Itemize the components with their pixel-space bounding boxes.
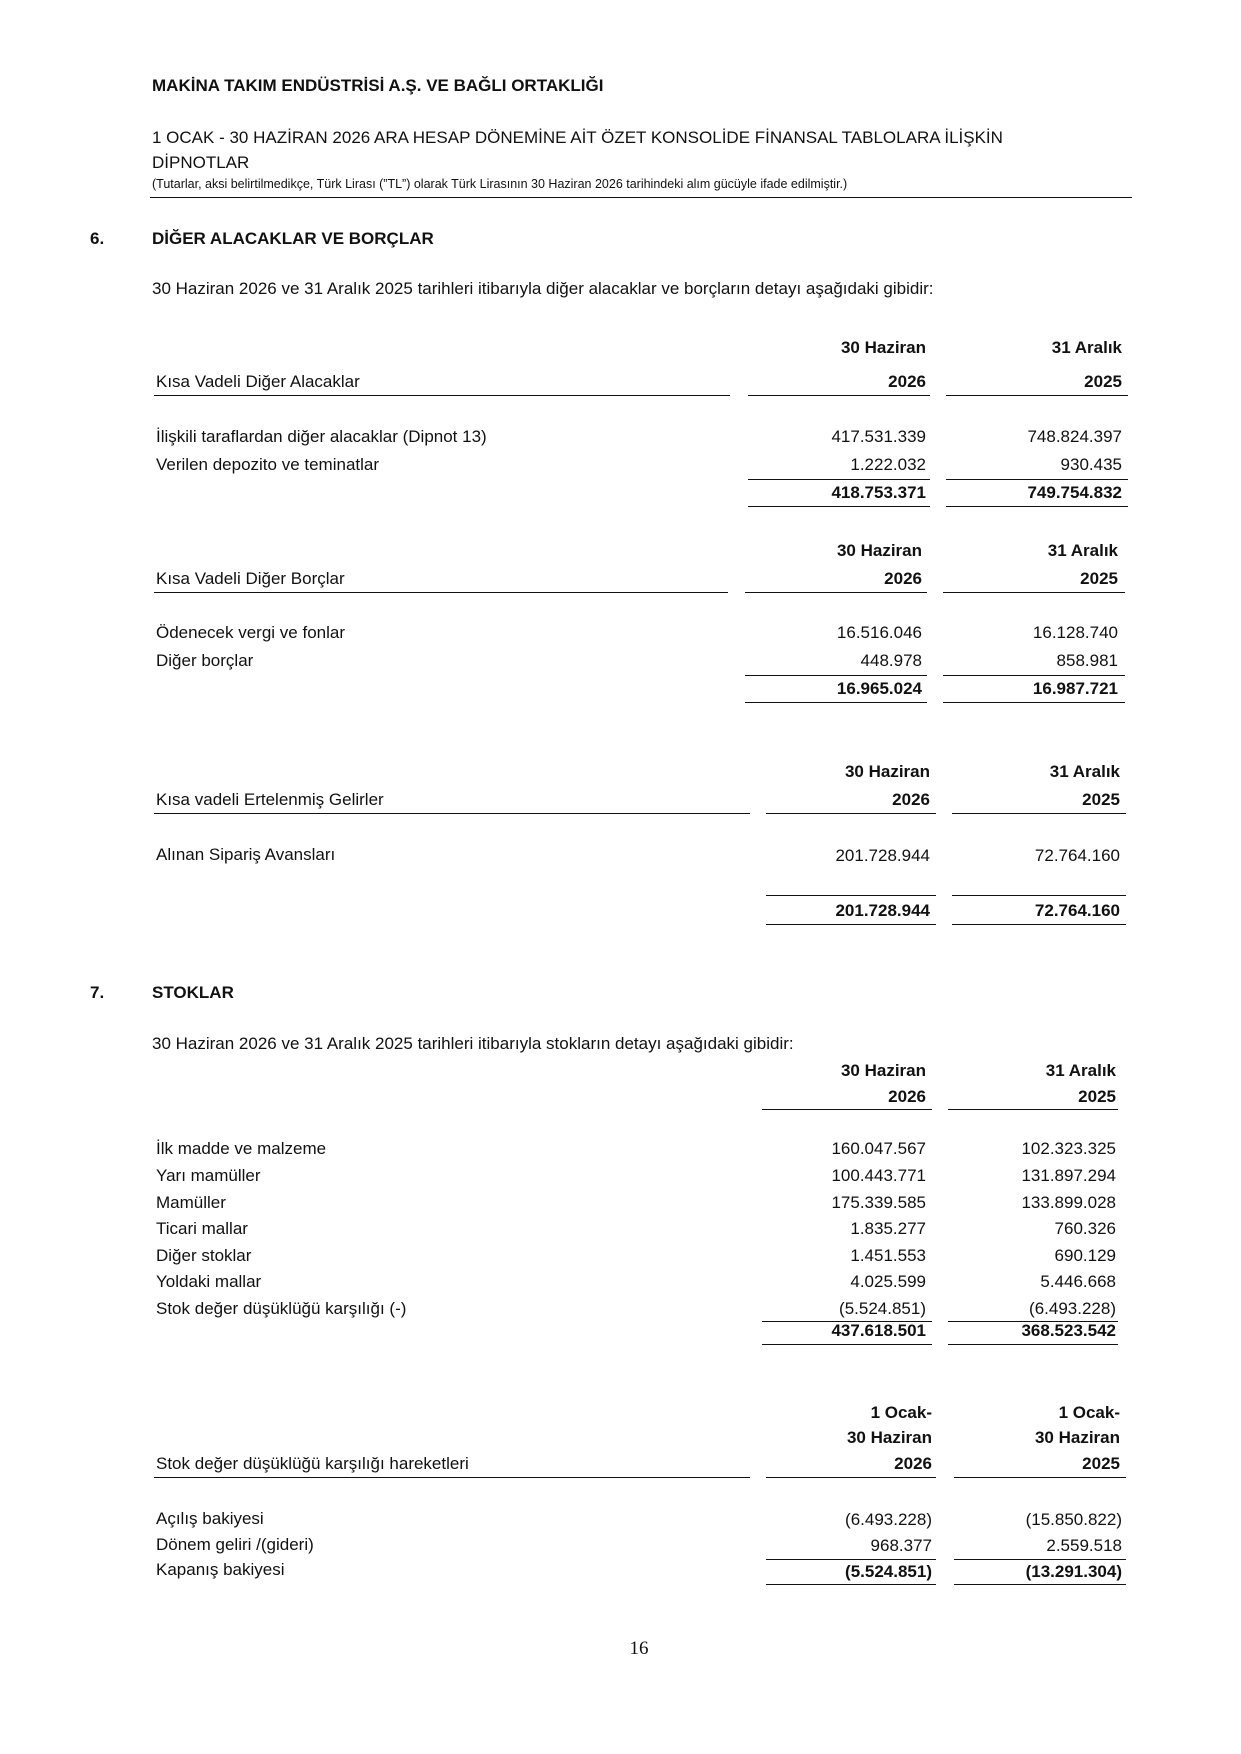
movements-col2-rule <box>954 1477 1126 1478</box>
payables-col1-rule <box>745 592 927 593</box>
payables-row-v2: 858.981 <box>1056 651 1118 670</box>
section6-intro: 30 Haziran 2026 ve 31 Aralık 2025 tarihleri itibarıyla diğer alacaklar ve borçların detayı aşağıdaki gibidir: <box>152 279 934 298</box>
movements-col2-head2: 30 Haziran <box>1034 1428 1120 1447</box>
movements-col1-rule <box>766 1477 936 1478</box>
section6-number: 6. <box>90 229 105 248</box>
receivables-sum-rule <box>748 479 930 480</box>
payables-col2-rule <box>943 592 1125 593</box>
receivables-row-v1: 1.222.032 <box>850 455 926 474</box>
header-rule <box>150 197 1132 198</box>
inventory-row-label: Ticari mallar <box>156 1219 248 1238</box>
movements-total-rule <box>954 1584 1126 1585</box>
inventory-row-label: Yoldaki mallar <box>156 1272 262 1291</box>
deferred-col1-head1: 30 Haziran <box>844 762 930 781</box>
payables-row-label: Diğer borçlar <box>156 651 254 670</box>
receivables-col1-head1: 30 Haziran <box>840 338 926 357</box>
movements-row-label: Dönem geliri /(gideri) <box>156 1535 314 1554</box>
payables-sum-rule <box>745 675 927 676</box>
inventory-row-v2: 760.326 <box>1054 1219 1116 1238</box>
receivables-col2-head1: 31 Aralık <box>1051 338 1122 357</box>
receivables-row-v1: 417.531.339 <box>831 427 926 446</box>
inventory-row-v2: 5.446.668 <box>1040 1272 1116 1291</box>
deferred-title-rule <box>154 813 750 814</box>
inventory-total-rule <box>762 1344 932 1345</box>
inventory-row-v2: 131.897.294 <box>1021 1166 1116 1185</box>
deferred-total-v2: 72.764.160 <box>1034 901 1120 920</box>
deferred-row-v2: 72.764.160 <box>1034 846 1120 865</box>
inventory-col1-head2: 2026 <box>888 1087 926 1106</box>
inventory-row-v2: 102.323.325 <box>1021 1139 1116 1158</box>
movements-title-rule <box>154 1477 750 1478</box>
movements-col1-head2: 30 Haziran <box>846 1428 932 1447</box>
inventory-total-rule <box>948 1344 1118 1345</box>
receivables-total-v1: 418.753.371 <box>831 483 926 502</box>
receivables-total-v2: 749.754.832 <box>1027 483 1122 502</box>
movements-col2-head3: 2025 <box>1082 1454 1120 1473</box>
deferred-title: Kısa vadeli Ertelenmiş Gelirler <box>156 790 384 809</box>
movements-col1-head1: 1 Ocak- <box>870 1403 932 1422</box>
deferred-total-rule <box>952 924 1126 925</box>
page-number: 16 <box>629 1638 649 1659</box>
receivables-total-rule <box>748 506 930 507</box>
movements-row-label: Kapanış bakiyesi <box>156 1560 285 1579</box>
inventory-row-v1: 175.339.585 <box>831 1193 926 1212</box>
payables-row-v1: 448.978 <box>860 651 922 670</box>
movements-row-v1: 968.377 <box>870 1536 932 1555</box>
payables-row-label: Ödenecek vergi ve fonlar <box>156 623 345 642</box>
section6-title: DİĞER ALACAKLAR VE BORÇLAR <box>152 229 434 248</box>
receivables-row-label: Verilen depozito ve teminatlar <box>156 455 380 474</box>
inventory-row-v1: 160.047.567 <box>831 1139 926 1158</box>
section7-title: STOKLAR <box>152 983 234 1002</box>
payables-total-v2: 16.987.721 <box>1032 679 1118 698</box>
movements-row-label: Açılış bakiyesi <box>156 1509 264 1528</box>
receivables-col1-rule <box>748 395 930 396</box>
movements-sum-rule <box>766 1559 936 1560</box>
receivables-col2-rule <box>946 395 1128 396</box>
payables-title-rule <box>154 592 728 593</box>
inventory-col1-rule <box>762 1109 932 1110</box>
deferred-row-v1: 201.728.944 <box>835 846 930 865</box>
movements-row-v2: 2.559.518 <box>1046 1536 1122 1555</box>
deferred-total-v1: 201.728.944 <box>835 901 930 920</box>
company-name: MAKİNA TAKIM ENDÜSTRİSİ A.Ş. VE BAĞLI ORTAKLIĞI <box>152 76 604 95</box>
movements-total-rule <box>766 1584 936 1585</box>
inventory-row-label: Yarı mamüller <box>156 1166 261 1185</box>
inventory-row-label: İlk madde ve malzeme <box>156 1139 327 1158</box>
report-title-line2: DİPNOTLAR <box>152 153 250 172</box>
payables-row-v2: 16.128.740 <box>1032 623 1118 642</box>
inventory-col2-rule <box>948 1109 1118 1110</box>
inventory-row-v1: (5.524.851) <box>839 1299 926 1318</box>
payables-title: Kısa Vadeli Diğer Borçlar <box>156 569 345 588</box>
receivables-sum-rule <box>946 479 1128 480</box>
payables-row-v1: 16.516.046 <box>836 623 922 642</box>
movements-sum-rule <box>954 1559 1126 1560</box>
payables-total-v1: 16.965.024 <box>836 679 922 698</box>
receivables-col1-head2: 2026 <box>888 372 926 391</box>
inventory-row-label: Stok değer düşüklüğü karşılığı (-) <box>156 1299 407 1318</box>
payables-col1-head2: 2026 <box>884 569 922 588</box>
deferred-col1-rule <box>766 813 936 814</box>
inventory-row-v2: (6.493.228) <box>1029 1299 1116 1318</box>
movements-row-v1: (5.524.851) <box>845 1562 932 1581</box>
payables-col2-head1: 31 Aralık <box>1047 541 1118 560</box>
movements-col1-head3: 2026 <box>894 1454 932 1473</box>
deferred-col2-head1: 31 Aralık <box>1049 762 1120 781</box>
inventory-total-v1: 437.618.501 <box>831 1321 926 1340</box>
inventory-row-label: Diğer stoklar <box>156 1246 252 1265</box>
inventory-row-v2: 133.899.028 <box>1021 1193 1116 1212</box>
payables-sum-rule <box>943 675 1125 676</box>
deferred-col1-head2: 2026 <box>892 790 930 809</box>
movements-title: Stok değer düşüklüğü karşılığı hareketleri <box>156 1454 469 1473</box>
inventory-row-v1: 1.835.277 <box>850 1219 926 1238</box>
payables-total-rule <box>745 702 927 703</box>
movements-row-v2: (13.291.304) <box>1025 1562 1122 1581</box>
inventory-col2-head2: 2025 <box>1078 1087 1116 1106</box>
inventory-row-v1: 1.451.553 <box>850 1246 926 1265</box>
receivables-col2-head2: 2025 <box>1084 372 1122 391</box>
inventory-col1-head1: 30 Haziran <box>840 1061 926 1080</box>
payables-col2-head2: 2025 <box>1080 569 1118 588</box>
report-title-line1: 1 OCAK - 30 HAZİRAN 2026 ARA HESAP DÖNEMİNE AİT ÖZET KONSOLİDE FİNANSAL TABLOLARA İLİŞKİN <box>152 128 1003 147</box>
deferred-sum-rule <box>766 895 936 896</box>
deferred-col2-rule <box>952 813 1126 814</box>
deferred-row-label: Alınan Sipariş Avansları <box>156 845 336 864</box>
receivables-row-v2: 748.824.397 <box>1027 427 1122 446</box>
currency-note: (Tutarlar, aksi belirtilmedikçe, Türk Lirası (”TL”) olarak Türk Lirasının 30 Haziran 2026 tarihindeki alım gücüyle ifade edilmiştir.) <box>152 177 848 191</box>
movements-row-v2: (15.850.822) <box>1025 1510 1122 1529</box>
movements-col2-head1: 1 Ocak- <box>1058 1403 1120 1422</box>
payables-total-rule <box>943 702 1125 703</box>
payables-col1-head1: 30 Haziran <box>836 541 922 560</box>
inventory-row-v1: 4.025.599 <box>850 1272 926 1291</box>
receivables-title-rule <box>154 395 730 396</box>
section7-intro: 30 Haziran 2026 ve 31 Aralık 2025 tarihleri itibarıyla stokların detayı aşağıdaki gibidir: <box>152 1034 794 1053</box>
inventory-col2-head1: 31 Aralık <box>1045 1061 1116 1080</box>
receivables-total-rule <box>946 506 1128 507</box>
deferred-total-rule <box>766 924 936 925</box>
receivables-row-label: İlişkili taraflardan diğer alacaklar (Dipnot 13) <box>156 427 487 446</box>
receivables-row-v2: 930.435 <box>1060 455 1122 474</box>
receivables-title: Kısa Vadeli Diğer Alacaklar <box>156 372 360 391</box>
inventory-total-v2: 368.523.542 <box>1021 1321 1116 1340</box>
deferred-sum-rule <box>952 895 1126 896</box>
section7-number: 7. <box>90 983 105 1002</box>
deferred-col2-head2: 2025 <box>1082 790 1120 809</box>
inventory-row-v1: 100.443.771 <box>831 1166 926 1185</box>
inventory-row-label: Mamüller <box>156 1193 226 1212</box>
movements-row-v1: (6.493.228) <box>845 1510 932 1529</box>
inventory-row-v2: 690.129 <box>1054 1246 1116 1265</box>
